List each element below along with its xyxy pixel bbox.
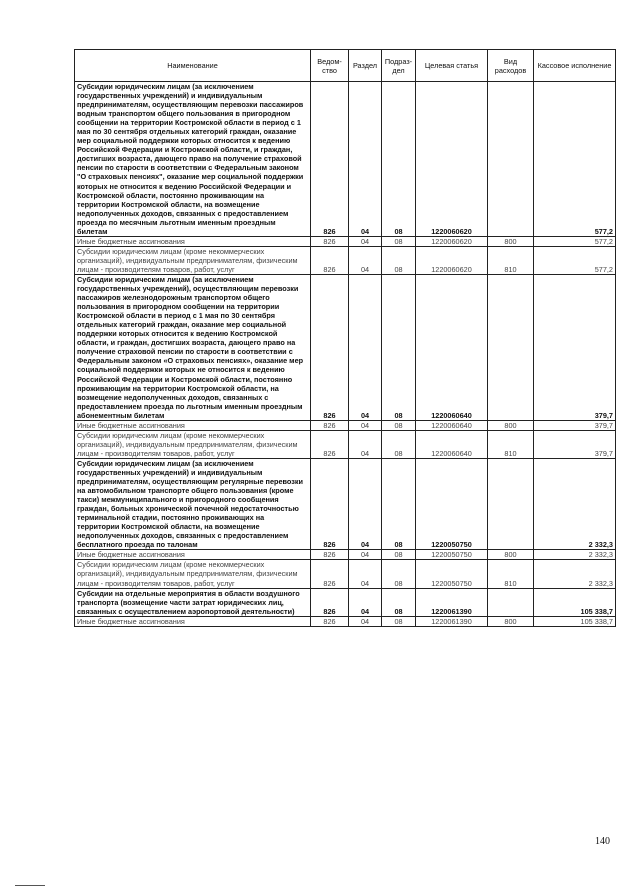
row-amount: 105 338,7 xyxy=(534,588,616,616)
row-target: 1220050750 xyxy=(416,550,488,560)
row-target: 1220061390 xyxy=(416,588,488,616)
row-section: 04 xyxy=(349,274,382,420)
table-row xyxy=(75,550,616,560)
row-dept: 826 xyxy=(311,550,349,560)
row-name: Субсидии юридическим лицам (за исключением государственных учреждений) и индивидуальным предпринимателям, осуществляющим перевозки пассажиров водным транспортом общего пользования в пригородном сообщении на территории Костромской области в период с 1 мая по 30 сентября отдельных категорий граждан, оказание мер социальной поддержки которых относится к ведению Российской Федерации и Костромской области, и граждан, достигших возраста, дающего право на получение страховой пенсии по старости в соответствии с Федеральным законом "О страховых пенсиях", оказание мер социальной поддержки которых не относится к ведению Российской Федерации и Костромской области, постоянно проживающим на территории Костромской области, на возмещение недополученных доходов, связанных с предоставлением проезда по месячным льготным именным проездным билетам xyxy=(75,82,311,237)
header-exp-type: Вид расходов xyxy=(488,50,534,82)
row-exp-type xyxy=(488,274,534,420)
row-section: 04 xyxy=(349,560,382,588)
row-subsection: 08 xyxy=(382,550,416,560)
row-target: 1220050750 xyxy=(416,560,488,588)
table-row xyxy=(75,458,616,549)
row-exp-type: 810 xyxy=(488,560,534,588)
row-subsection: 08 xyxy=(382,236,416,246)
row-dept: 826 xyxy=(311,458,349,549)
row-section: 04 xyxy=(349,458,382,549)
row-dept: 826 xyxy=(311,236,349,246)
margin-divider xyxy=(15,885,45,886)
row-exp-type: 800 xyxy=(488,236,534,246)
row-name: Субсидии юридическим лицам (кроме некоммерческих организаций), индивидуальным предпринимателям, физическим лицам - производителям товаров, работ, услуг xyxy=(75,246,311,274)
row-amount: 379,7 xyxy=(534,420,616,430)
row-dept: 826 xyxy=(311,430,349,458)
header-row xyxy=(75,50,616,82)
row-dept: 826 xyxy=(311,274,349,420)
row-subsection: 08 xyxy=(382,246,416,274)
row-name: Субсидии юридическим лицам (кроме некоммерческих организаций), индивидуальным предпринимателям, физическим лицам - производителям товаров, работ, услуг xyxy=(75,430,311,458)
row-subsection: 08 xyxy=(382,430,416,458)
row-target: 1220060620 xyxy=(416,82,488,237)
row-name: Субсидии на отдельные мероприятия в области воздушного транспорта (возмещение части затрат юридических лиц, связанных с осуществлением аэропортовой деятельности) xyxy=(75,588,311,616)
row-name: Иные бюджетные ассигнования xyxy=(75,236,311,246)
table-row xyxy=(75,430,616,458)
row-target: 1220060620 xyxy=(416,246,488,274)
row-dept: 826 xyxy=(311,616,349,626)
table-row xyxy=(75,616,616,626)
table-row xyxy=(75,588,616,616)
row-target: 1220050750 xyxy=(416,458,488,549)
row-exp-type: 800 xyxy=(488,550,534,560)
row-name: Иные бюджетные ассигнования xyxy=(75,550,311,560)
header-section: Раздел xyxy=(349,50,382,82)
row-name: Иные бюджетные ассигнования xyxy=(75,616,311,626)
row-section: 04 xyxy=(349,588,382,616)
row-exp-type: 800 xyxy=(488,616,534,626)
row-amount: 577,2 xyxy=(534,236,616,246)
row-amount: 2 332,3 xyxy=(534,560,616,588)
row-exp-type: 810 xyxy=(488,430,534,458)
table-row xyxy=(75,246,616,274)
table-row xyxy=(75,274,616,420)
row-subsection: 08 xyxy=(382,616,416,626)
row-exp-type xyxy=(488,82,534,237)
row-dept: 826 xyxy=(311,420,349,430)
row-exp-type: 810 xyxy=(488,246,534,274)
row-exp-type: 800 xyxy=(488,420,534,430)
header-subsection: Подраз-дел xyxy=(382,50,416,82)
table-row xyxy=(75,560,616,588)
budget-table xyxy=(74,49,616,627)
row-section: 04 xyxy=(349,236,382,246)
row-exp-type xyxy=(488,458,534,549)
row-dept: 826 xyxy=(311,82,349,237)
row-section: 04 xyxy=(349,550,382,560)
row-amount: 577,2 xyxy=(534,246,616,274)
row-amount: 379,7 xyxy=(534,430,616,458)
table-row xyxy=(75,236,616,246)
row-subsection: 08 xyxy=(382,560,416,588)
row-amount: 2 332,3 xyxy=(534,458,616,549)
row-subsection: 08 xyxy=(382,274,416,420)
row-dept: 826 xyxy=(311,560,349,588)
row-dept: 826 xyxy=(311,246,349,274)
row-name: Субсидии юридическим лицам (за исключением государственных учреждений), осуществляющим перевозки пассажиров железнодорожным транспортом общего пользования в пригородном сообщении на территории Костромской области в период с 1 мая по 30 сентября отдельных категорий граждан, оказание мер социальной поддержки которых относится к ведению Костромской области, и граждан, достигших возраста, дающего право на получение страховой пенсии по старости в соответствии с Федеральным законом «О страховых пенсиях», оказание мер социальной поддержки которых не относится к ведению Российской Федерации и Костромской области, постоянно проживающим на территории Костромской области, на возмещение недополученных доходов, связанных с предоставлением проезда по льготным именным проездным абонементным билетам xyxy=(75,274,311,420)
row-target: 1220060640 xyxy=(416,274,488,420)
row-target: 1220060640 xyxy=(416,420,488,430)
row-name: Субсидии юридическим лицам (за исключением государственных учреждений) и индивидуальным предпринимателям, осуществляющим регулярные перевозки на автомобильном транспорте общего пользования (кроме такси) межмуниципального и пригородного сообщения граждан, больных хронической почечной недостаточностью терминальной стадии, постоянно проживающих на территории Костромской области, на возмещение недополученных доходов, связанных с предоставлением бесплатного проезда по талонам xyxy=(75,458,311,549)
row-subsection: 08 xyxy=(382,82,416,237)
row-section: 04 xyxy=(349,420,382,430)
page-number: 140 xyxy=(595,836,610,847)
header-target: Целевая статья xyxy=(416,50,488,82)
row-subsection: 08 xyxy=(382,588,416,616)
row-target: 1220060620 xyxy=(416,236,488,246)
table-row xyxy=(75,82,616,237)
header-dept: Ведом-ство xyxy=(311,50,349,82)
header-name: Наименование xyxy=(75,50,311,82)
header-amount: Кассовое исполнение xyxy=(534,50,616,82)
row-section: 04 xyxy=(349,616,382,626)
row-name: Субсидии юридическим лицам (кроме некоммерческих организаций), индивидуальным предпринимателям, физическим лицам - производителям товаров, работ, услуг xyxy=(75,560,311,588)
table-row xyxy=(75,420,616,430)
row-subsection: 08 xyxy=(382,458,416,549)
row-amount: 577,2 xyxy=(534,82,616,237)
row-target: 1220061390 xyxy=(416,616,488,626)
row-amount: 105 338,7 xyxy=(534,616,616,626)
row-target: 1220060640 xyxy=(416,430,488,458)
row-section: 04 xyxy=(349,430,382,458)
row-name: Иные бюджетные ассигнования xyxy=(75,420,311,430)
row-section: 04 xyxy=(349,246,382,274)
row-amount: 2 332,3 xyxy=(534,550,616,560)
row-dept: 826 xyxy=(311,588,349,616)
row-amount: 379,7 xyxy=(534,274,616,420)
row-subsection: 08 xyxy=(382,420,416,430)
row-exp-type xyxy=(488,588,534,616)
row-section: 04 xyxy=(349,82,382,237)
